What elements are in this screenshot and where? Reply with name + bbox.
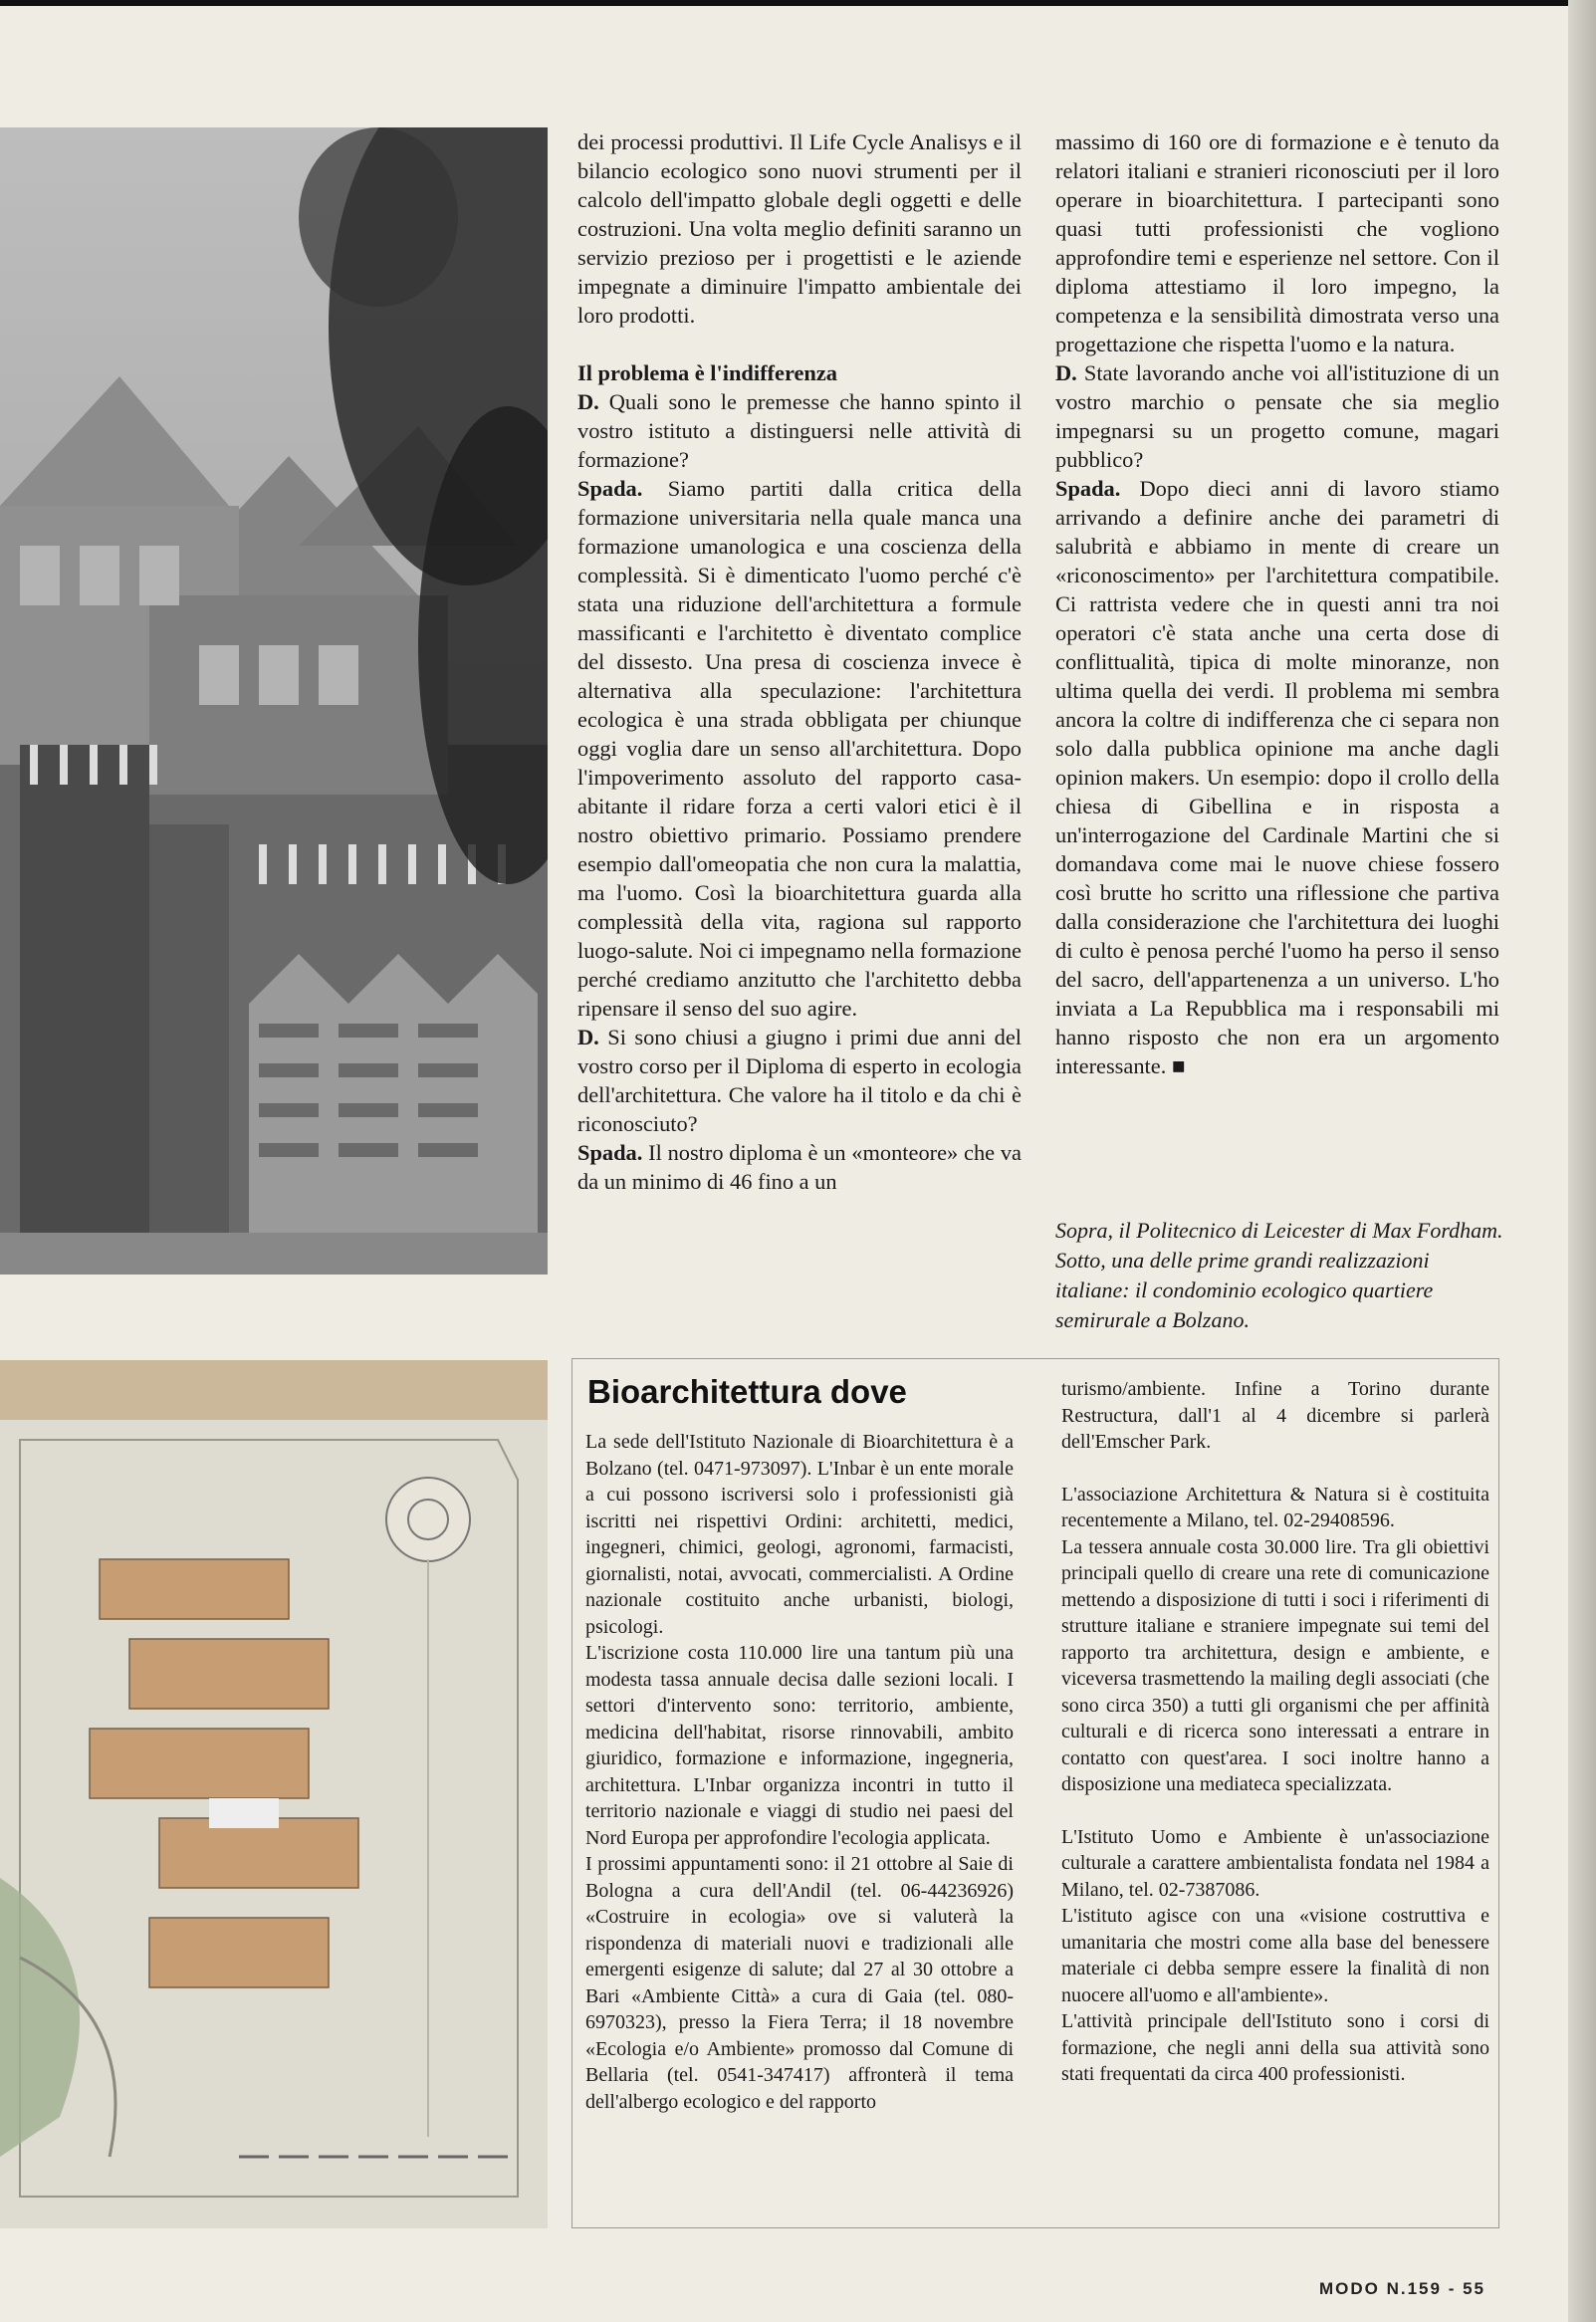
answer bbox=[577, 474, 1022, 1023]
sidebar-paragraph: L'attività principale dell'Istituto sono i corsi di formazione, che negli anni della sua attività sono stati frequentati da circa 400 professionisti. bbox=[1061, 2010, 1489, 2085]
answer-text: Siamo partiti dalla critica della formazione universitaria nella quale manca una formazione umanologica e una coscienza della complessità. Si è dimenticato l'uomo perché c'è stata una riduzione dell'architettura a formule massificanti e l'architetto è diventato complice del dissesto. Una presa di coscienza invece è alternativa alla speculazione: l'architettura ecologica è una strada obbligata per chiunque oggi voglia dare un senso all'architettura. Dopo l'impoverimento assoluto del rapporto casa-abitante il ridare forza a certi valori etici è il nostro obiettivo primario. Possiamo prendere esempio dall'omeopatia che non cura la malattia, ma l'uomo. Così la bioarchitettura guarda alla complessità della vita, ragiona sul rapporto luogo-salute. Noi ci impegnamo nella formazione perché crediamo anzitutto che l'architetto debba ripensare il senso del suo agire. bbox=[577, 476, 1022, 1021]
interview-paragraph: dei processi produttivi. Il Life Cycle Analisys e il bilancio ecologico sono nuovi strumenti per il calcolo dell'impatto globale degli oggetti e delle costruzioni. Una volta meglio definiti saranno un servizio prezioso per i progettisti e le aziende impegnate a diminuire l'impatto ambientale dei loro prodotti. bbox=[577, 129, 1022, 328]
question-text: State lavorando anche voi all'istituzione di un vostro marchio o pensate che sia meglio impegnarsi su un progetto comune, magari pubblico? bbox=[1055, 360, 1499, 472]
photo-bolzano-site-plan bbox=[0, 1360, 548, 2228]
sidebar-paragraph: turismo/ambiente. Infine a Torino durante Restructura, dall'1 al 4 dicembre si parlerà dell'Emscher Park. bbox=[1061, 1378, 1489, 1453]
answer bbox=[577, 1138, 1022, 1196]
speaker-label: D. bbox=[577, 389, 599, 414]
interview-column-left bbox=[577, 127, 1022, 1196]
sidebar-paragraph: L'iscrizione costa 110.000 lire una tantum più una modesta tassa annuale decisa dalle sezioni locali. I settori d'intervento sono: territorio, ambiente, medicina dell'habitat, risorse rinnovabili, ambito giuridico, formazione e informazione, ingegneria, architettura. L'Inbar organizza incontri in tutto il territorio nazionale e viaggi di studio nei paesi del Nord Europa per approfondire l'ecologia applicata. bbox=[585, 1642, 1014, 1849]
sidebar-paragraph: I prossimi appuntamenti sono: il 21 ottobre al Saie di Bologna a cura dell'Andil (tel. 06-44236926) «Costruire in ecologia» ove si valuterà la rispondenza di materiali nuovi e tradizionali alle emergenti esigenze di salute; dal 27 al 30 ottobre a Bari «Ambiente Città» a cura di Gaia (tel. 080-6970323), presso la Fiera Terra; il 18 novembre «Ecologia e/o Ambiente» promosso dal Comune di Bellaria (tel. 0541-347417) affronterà il tema dell'albergo ecologico e del rapporto bbox=[585, 1853, 1014, 2113]
page-folio: MODO N.159 - 55 bbox=[1319, 2279, 1485, 2298]
interview-paragraph: massimo di 160 ore di formazione e è tenuto da relatori italiani e stranieri riconosciuti per il loro operare in bioarchitettura. I partecipanti sono quasi tutti professionisti che vogliono approfondire temi e esperienze nel settore. Con il diploma attestiamo il loro impegno, la competenza e la sensibilità dimostrata verso una progettazione che rispetta l'uomo e la natura. bbox=[1055, 129, 1499, 356]
speaker-label: Spada. bbox=[577, 1140, 643, 1165]
sidebar-paragraph: La sede dell'Istituto Nazionale di Bioarchitettura è a Bolzano (tel. 0471-973097). L'Inbar è un ente morale a cui possono iscriversi solo i professionisti già iscritti nei rispettivi Ordini: architetti, medici, ingegneri, chimici, geologi, agronomi, farmacisti, giornalisti, notai, avvocati, commercialisti. A Ordine nazionale costituito anche urbanisti, biologi, psicologi. bbox=[585, 1431, 1014, 1638]
photo-leicester-building bbox=[0, 127, 548, 1275]
interview-column-right bbox=[1055, 127, 1499, 1080]
answer bbox=[1055, 474, 1499, 1080]
page-spine bbox=[1568, 0, 1596, 2322]
question bbox=[577, 387, 1022, 474]
sidebar-paragraph: L'Istituto Uomo e Ambiente è un'associazione culturale a carattere ambientalista fondata nel 1984 a Milano, tel. 02-7387086. bbox=[1061, 1825, 1489, 1901]
question-text: Si sono chiusi a giugno i primi due anni del vostro corso per il Diploma di esperto in ecologia dell'architettura. Che valore ha il titolo e da chi è riconosciuto? bbox=[577, 1025, 1022, 1136]
photo-caption: Sopra, il Politecnico di Leicester di Max Fordham. Sotto, una delle prime grandi realizzazioni italiane: il condominio ecologico quartiere semirurale a Bolzano. bbox=[1055, 1218, 1503, 1332]
question-text: Quali sono le premesse che hanno spinto il vostro istituto a distinguersi nelle attività di formazione? bbox=[577, 389, 1022, 472]
answer-text: Il nostro diploma è un «monteore» che va da un minimo di 46 fino a un bbox=[577, 1140, 1022, 1194]
speaker-label: D. bbox=[577, 1025, 599, 1049]
question bbox=[577, 1023, 1022, 1138]
top-edge bbox=[0, 0, 1596, 6]
speaker-label: D. bbox=[1055, 360, 1077, 385]
end-mark: ■ bbox=[1171, 1053, 1186, 1078]
answer-text: Dopo dieci anni di lavoro stiamo arrivando a definire anche dei parametri di salubrità e abbiamo in mente di creare un «riconoscimento» per l'architettura compatibile. Ci rattrista vedere che in questi anni tra noi operatori c'è stata anche una certa dose di conflittualità, tipica di molte minoranze, non ultima quella dei verdi. Il problema mi sembra ancora la coltre di indifferenza che ci separa non solo dalla pubblica opinione ma anche dagli opinion makers. Un esempio: dopo il crollo della chiesa di Gibellina e in risposta a un'interrogazione del Cardinale Martini che si domandava come mai le nuove chiese fossero così brutte ho scritto una riflessione che partiva dalla considerazione che l'architettura dei luoghi di culto è penosa perché l'uomo ha perso il senso del sacro, dell'appartenenza a un universo. L'ho inviata a La Repubblica ma i responsabili mi hanno risposto che non era un argomento interessante. bbox=[1055, 476, 1499, 1078]
speaker-label: Spada. bbox=[1055, 476, 1121, 501]
sidebar-paragraph: La tessera annuale costa 30.000 lire. Tra gli obiettivi principali quello di creare una rete di comunicazione mettendo a disposizione di tutti i soci i riferimenti di strutture italiane e straniere impegnate sui temi del rapporto tra architettura, design e ambiente, e viceversa trasmettendo la mailing degli associati (che sono circa 350) a tutti gli organismi che per affinità culturali e di ricerca sono interessati a entrare in contatto con quest'area. I soci inoltre hanno a disposizione una mediateca specializzata. bbox=[1061, 1535, 1489, 1795]
sidebar-paragraph: L'istituto agisce con una «visione costruttiva e umanitaria che mostri come alla base del benessere materiale ci debba sempre essere la finalità di non nuocere all'uomo e all'ambiente». bbox=[1061, 1905, 1489, 2006]
sidebar-column-left bbox=[585, 1429, 1014, 2115]
sidebar-title: Bioarchitettura dove bbox=[587, 1373, 907, 1410]
subheading: Il problema è l'indifferenza bbox=[577, 360, 838, 385]
sidebar-column-right bbox=[1061, 1376, 1489, 2088]
sidebar-paragraph: L'associazione Architettura & Natura si è costituita recentemente a Milano, tel. 02-29408596. bbox=[1061, 1483, 1489, 1531]
question bbox=[1055, 358, 1499, 474]
speaker-label: Spada. bbox=[577, 476, 643, 501]
